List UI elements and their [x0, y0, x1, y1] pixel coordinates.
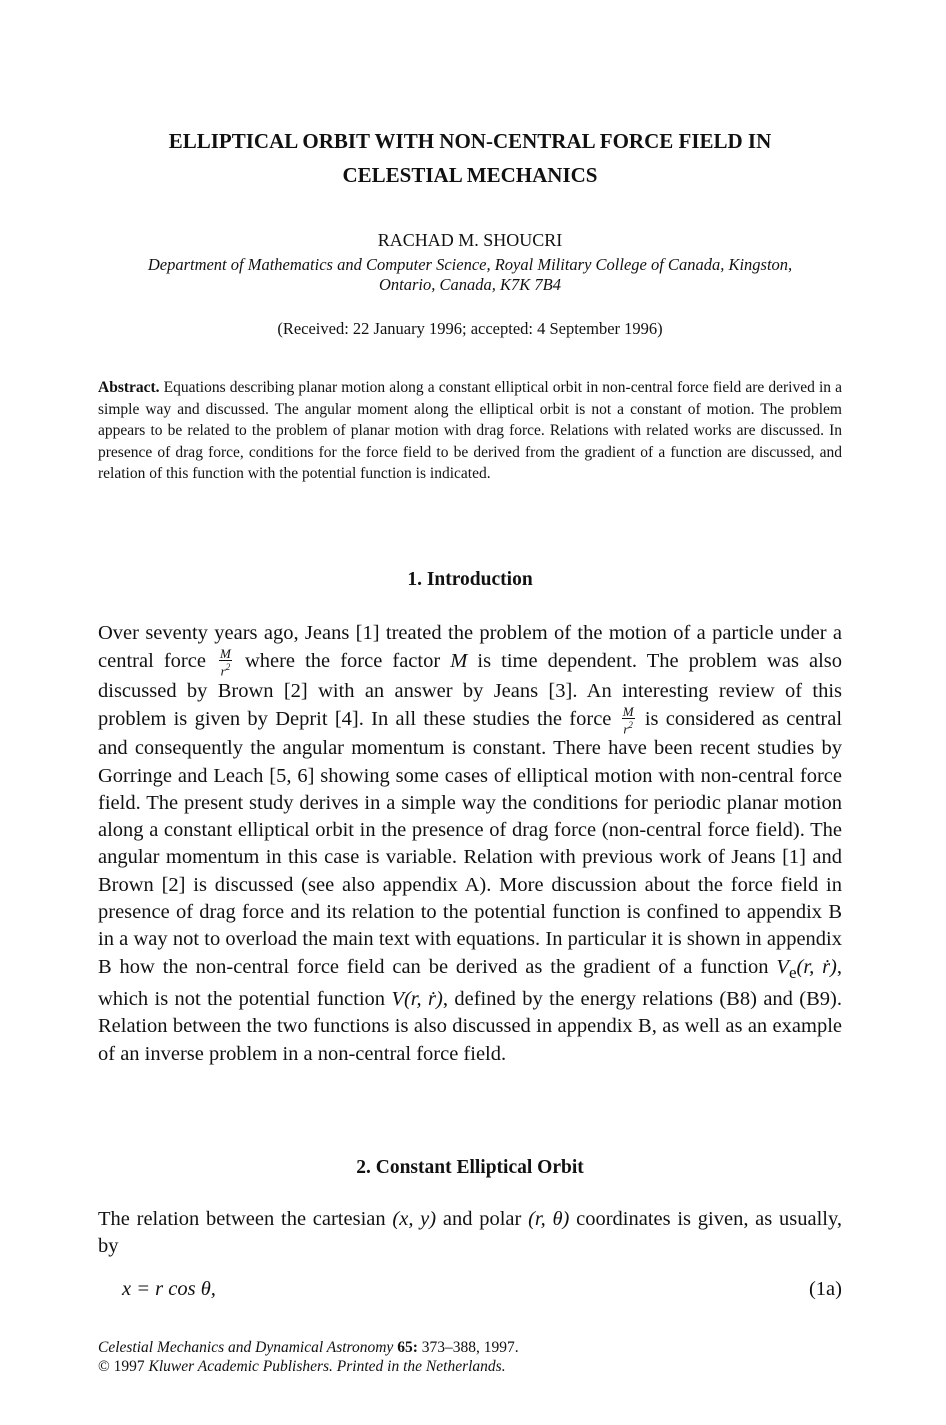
publisher-notice: Kluwer Academic Publishers. Printed in the Netherlands. — [148, 1358, 506, 1375]
abstract-text: Equations describing planar motion along a constant elliptical orbit in non-central force field are derived in a simple way and discussed. The angular moment along the elliptical orbit is not a constant of motion. The problem appears to be related to the problem of planar motion with drag force. Relations with related works are discussed. In presence of drag force, conditions for the force field to be derived from the gradient of a function are discussed, and relation of this function with the potential function is indicated. — [98, 379, 842, 482]
paper-title — [98, 124, 842, 192]
author-affiliation — [98, 255, 842, 295]
title-line-1: ELLIPTICAL ORBIT WITH NON-CENTRAL FORCE FIELD IN — [168, 129, 772, 153]
section-heading-constant-elliptical-orbit: 2. Constant Elliptical Orbit — [356, 1157, 584, 1178]
force-fraction: $\frac{M}{r^2}$ — [220, 646, 231, 679]
equation-1a — [122, 1278, 842, 1301]
force-fraction-2: $\frac{M}{r^2}$ — [622, 703, 634, 737]
received-dates: (Received: 22 January 1996; accepted: 4 September 1996) — [277, 319, 663, 338]
author-name: RACHAD M. SHOUCRI — [377, 230, 563, 250]
equation-1a-number: (1a) — [808, 1278, 842, 1300]
section2-paragraph: The relation between the cartesian (x, y) and polar (r, θ) coordinates is given, as usually, by — [98, 1208, 843, 1258]
journal-pages: 373–388, 1997. — [421, 1339, 519, 1356]
journal-volume: 65: — [397, 1339, 418, 1356]
abstract-label: Abstract. — [98, 379, 160, 396]
section-heading-introduction: 1. Introduction — [407, 569, 533, 590]
affiliation-line-2: Ontario, Canada, K7K 7B4 — [379, 275, 561, 294]
title-line-2: CELESTIAL MECHANICS — [342, 163, 598, 187]
journal-footer — [98, 1338, 842, 1376]
introduction-paragraph: Over seventy years ago, Jeans [1] treated the problem of the motion of a particle under a central force $\frac{M}{r^2}$ where the force factor M is time dependent. The problem was also discussed by Brown [2] with an answer by Jeans [3]. An interesting review of this problem is given by Deprit [4]. In all these studies the force $\frac{M}{r^2}$ is considered as central and consequently the angular momentum is constant. There have been recent studies by Gorringe and Leach [5, 6] showing some cases of elliptical motion with non-central force field. The present study derives in a simple way the conditions for periodic planar motion along a constant elliptical orbit in the presence of drag force (non-central force field). The angular momentum in this case is variable. Relation with previous work of Jeans [1] and Brown [2] is discussed (see also appendix A). More discussion about the force field in presence of drag force and its relation to the potential function is confined to appendix B in a way not to overload the main text with equations. In particular it is shown in appendix B how the non-central force field can be derived as the gradient of a function $V_e(r$, ṙ), which is not the potential function V(r, ṙ), defined by the energy relations (B8) and (B9). Relation between the two functions is also discussed in appendix B, as well as an example of an inverse problem in a non-central force field. — [98, 622, 843, 1065]
journal-name: Celestial Mechanics and Dynamical Astronomy — [98, 1339, 394, 1356]
equation-1a-expression: x = r cos θ, — [122, 1278, 216, 1300]
abstract — [98, 377, 842, 485]
copyright-notice: © 1997 — [98, 1358, 145, 1375]
affiliation-line-1: Department of Mathematics and Computer Science, Royal Military College of Canada, Kingston, — [147, 255, 793, 274]
